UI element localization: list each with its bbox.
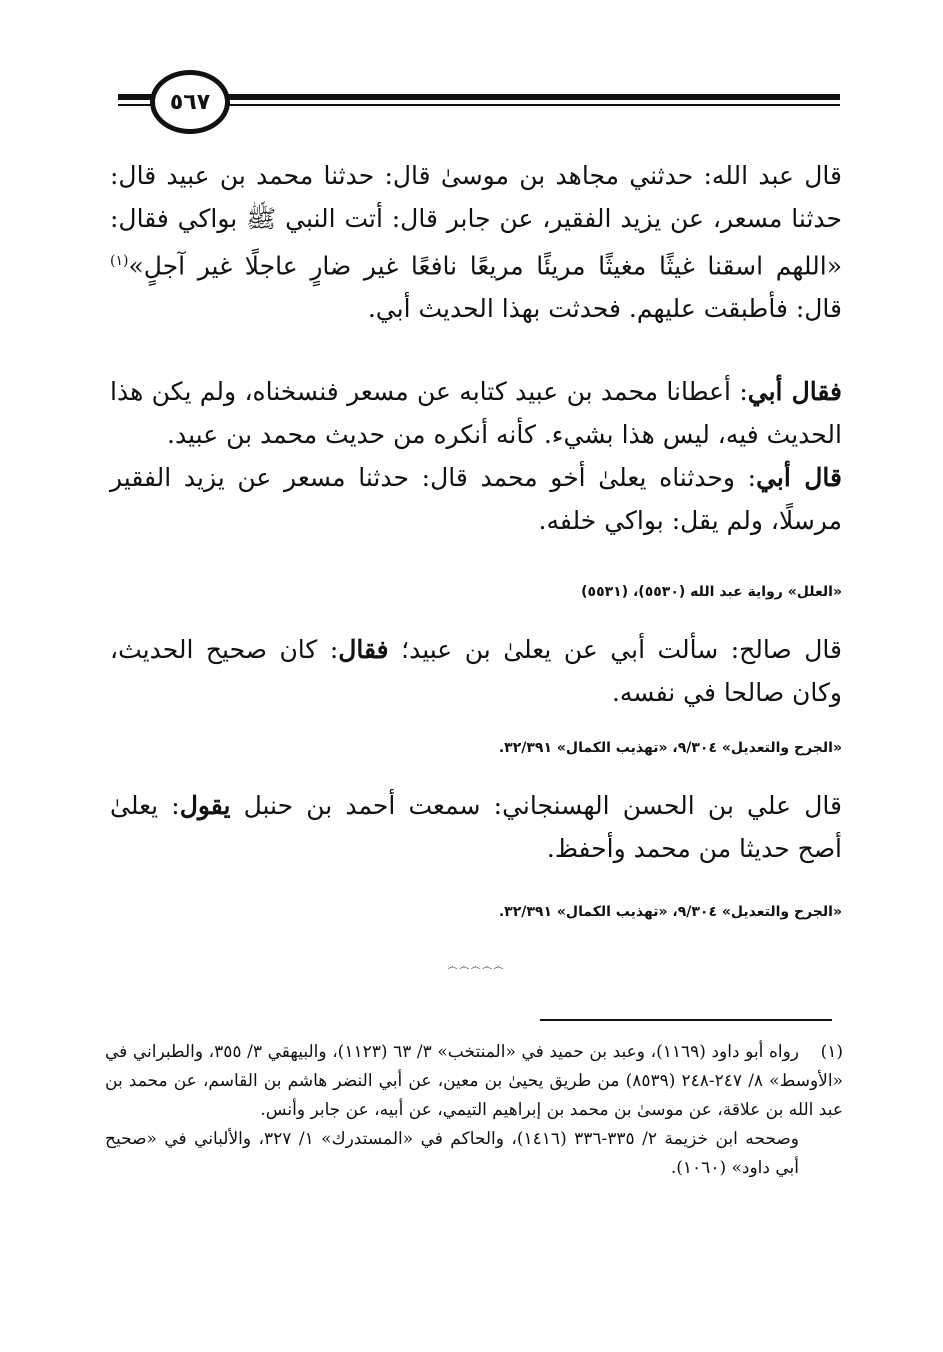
section-ornament: ෴෴෴෴෴ — [447, 960, 505, 973]
footnote-ref: (١) — [110, 253, 129, 269]
footnote-1 — [105, 1038, 843, 1125]
p3-pre: قال صالح: سألت أبي عن يعلىٰ بن عبيد؛ — [388, 635, 842, 664]
p1-text-end: قال: فأطبقت عليهم. فحدثت بهذا الحديث أبي. — [367, 294, 842, 324]
paragraph-1 — [110, 154, 842, 330]
paragraph-2 — [110, 370, 842, 542]
source-citation-1 — [110, 580, 842, 604]
footnotes — [105, 1038, 843, 1183]
source-citation-2 — [110, 736, 842, 760]
p4-bold: يقول — [179, 791, 231, 820]
footnote-1-continued — [105, 1125, 843, 1183]
p1-text: قال عبد الله: حدثني مجاهد بن موسىٰ قال: حدثنا محمد بن عبيد قال: حدثنا مسعر، عن يزيد الفقير، عن جابر قال: أتت النبي ﷺ بواكي فقال: «اللهم اسقنا غيثًا مغيثًا مريئًا مريعًا نافعًا غير ضارٍ عاجلًا غير آجلٍ» — [110, 161, 842, 281]
paragraph-2-text — [110, 370, 842, 542]
p3-bold: فقال — [338, 635, 389, 664]
paragraph-3 — [110, 628, 842, 714]
paragraph-4 — [110, 784, 842, 870]
footnote-text-2: وصححه ابن خزيمة ٢/ ٣٣٥-٣٣٦ (١٤١٦)، والحاكم في «المستدرك» ١/ ٣٢٧، والألباني في «صحيح أبي داود» (١٠٦٠). — [105, 1129, 799, 1178]
footnote-separator — [540, 1019, 832, 1021]
p4-pre: قال علي بن الحسن الهسنجاني: سمعت أحمد بن حنبل — [230, 791, 842, 820]
page-number-badge — [150, 70, 230, 134]
p4-post: : يعلىٰ أصح حديثا من محمد وأحفظ. — [110, 791, 842, 863]
paragraph-1-text — [110, 154, 842, 330]
paragraph-3-text — [110, 628, 842, 714]
p2b-text: : وحدثناه يعلىٰ أخو محمد قال: حدثنا مسعر عن يزيد الفقير مرسلًا، ولم يقل: بواكي خلفه. — [110, 463, 842, 535]
source-citation-3 — [110, 900, 842, 924]
footnote-text-1: رواه أبو داود (١١٦٩)، وعبد بن حميد في «المنتخب» ٣/ ٦٣ (١١٢٣)، والبيهقي ٣/ ٣٥٥، والطبراني في «الأوسط» ٨/ ٢٤٧-٢٤٨ (٨٥٣٩) من طريق يحيىٰ بن معين، عن أبي النضر هاشم بن القاسم، عن محمد بن عبد الله بن علاقة، عن موسىٰ بن محمد بن إبراهيم التيمي، عن أبيه، عن جابر وأنس. — [105, 1042, 843, 1120]
p3-post: : كان صحيح الحديث، وكان صالحا في نفسه. — [110, 635, 842, 707]
paragraph-4-text — [110, 784, 842, 870]
p2a-speaker: فقال أبي — [747, 377, 842, 406]
source-2-text: «الجرح والتعديل» ٩/٣٠٤، «تهذيب الكمال» ٣٢/٣٩١. — [498, 740, 842, 756]
source-1-text: «العلل» رواية عبد الله (٥٥٣٠)، (٥٥٣١) — [581, 584, 842, 600]
p2a-text: : أعطانا محمد بن عبيد كتابه عن مسعر فنسخناه، ولم يكن هذا الحديث فيه، ليس هذا بشيء. كأنه أنكره من حديث محمد بن عبيد. — [110, 377, 842, 449]
page-header — [118, 70, 840, 134]
page-number: ٥٦٧ — [169, 89, 211, 115]
source-3-text: «الجرح والتعديل» ٩/٣٠٤، «تهذيب الكمال» ٣٢/٣٩١. — [498, 904, 842, 920]
footnote-number: (١) — [820, 1042, 843, 1062]
p2b-speaker: قال أبي — [756, 463, 842, 492]
